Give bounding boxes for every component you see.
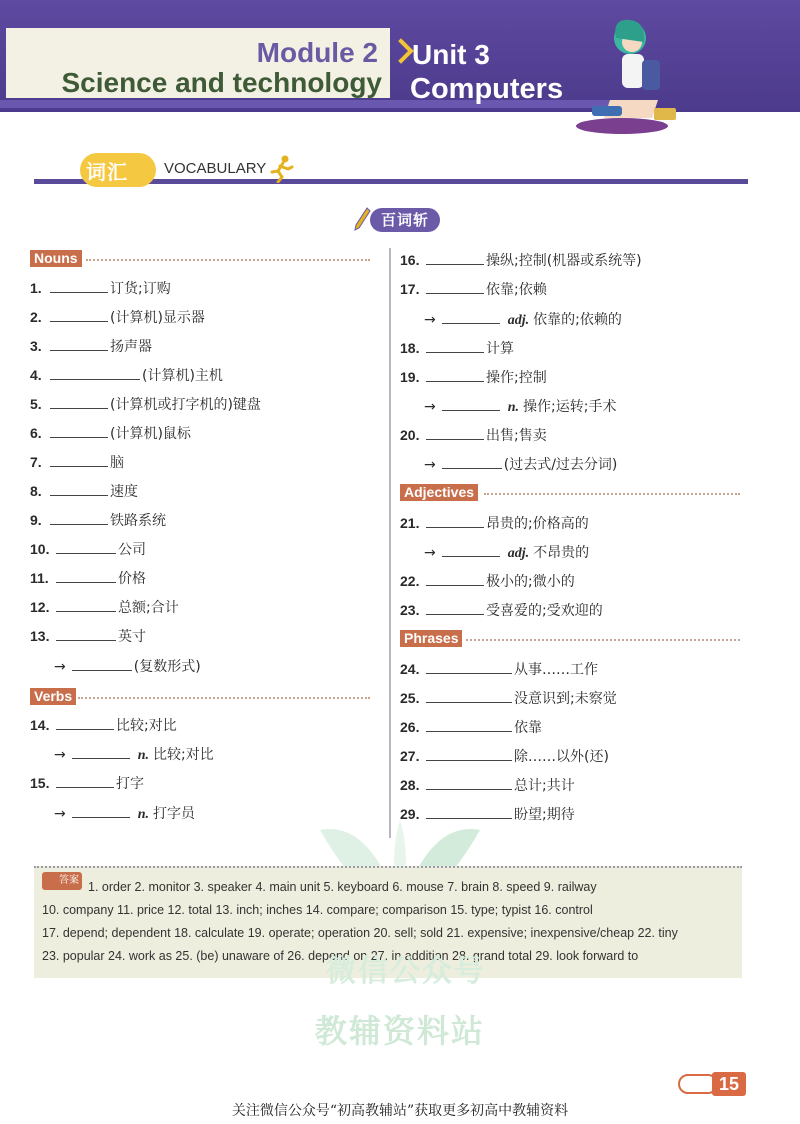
answer-blank[interactable] xyxy=(50,452,108,467)
answer-blank[interactable] xyxy=(426,513,484,528)
vocab-derived-17: → adj. 依靠的;依赖的 xyxy=(424,309,622,331)
answer-blank[interactable] xyxy=(56,626,116,641)
answer-blank[interactable] xyxy=(72,744,130,759)
vocab-derived-21: → adj. 不昂贵的 xyxy=(424,542,589,564)
answer-blank[interactable] xyxy=(442,396,500,411)
unit-subtitle: Computers xyxy=(410,73,564,105)
column-divider xyxy=(389,248,391,838)
footer-note: 关注微信公众号“初高教辅站”获取更多初高中教辅资料 xyxy=(231,1103,569,1119)
answer-blank[interactable] xyxy=(426,746,512,761)
module-title: Module 2 xyxy=(256,37,378,68)
section-tag-phrases: Phrases xyxy=(400,630,462,647)
answer-blank[interactable] xyxy=(442,542,500,557)
vocab-item-14: 14. 比较;对比 xyxy=(30,717,177,734)
unit-title: Unit 3 xyxy=(412,39,490,70)
section-divider-phrases xyxy=(466,639,740,641)
section-tag-verbs: Verbs xyxy=(30,688,76,705)
vocab-item-21: 21. 昂贵的;价格高的 xyxy=(400,515,589,532)
answer-blank[interactable] xyxy=(426,250,484,265)
vocab-item-2: 2. (计算机)显示器 xyxy=(30,309,205,326)
runner-icon xyxy=(268,155,294,183)
vocab-item-26: 26. 依靠 xyxy=(400,719,542,736)
vocab-item-11: 11. 价格 xyxy=(30,570,146,587)
vocab-item-20: 20. 出售;售卖 xyxy=(400,427,547,444)
answer-blank[interactable] xyxy=(56,597,116,612)
vocab-item-9: 9. 铁路系统 xyxy=(30,512,166,529)
section-tag-adjectives: Adjectives xyxy=(400,484,478,501)
vocab-item-19: 19. 操作;控制 xyxy=(400,369,547,386)
vocabulary-label-cn: 词汇 xyxy=(86,160,128,184)
vocab-item-15: 15. 打字 xyxy=(30,775,144,792)
vocab-item-1: 1. 订货;订购 xyxy=(30,280,171,297)
answer-blank[interactable] xyxy=(426,571,484,586)
answer-blank[interactable] xyxy=(426,425,484,440)
answer-blank[interactable] xyxy=(426,279,484,294)
answer-key-icon: 答案 xyxy=(42,872,82,890)
answer-blank[interactable] xyxy=(426,688,512,703)
vocab-item-16: 16. 操纵;控制(机器或系统等) xyxy=(400,252,642,269)
vocab-item-23: 23. 受喜爱的;受欢迎的 xyxy=(400,602,603,619)
section-divider-verbs xyxy=(78,697,370,699)
vocab-derived-19: → n. 操作;运转;手术 xyxy=(424,396,616,418)
answer-blank[interactable] xyxy=(426,367,484,382)
answer-blank[interactable] xyxy=(50,307,108,322)
arrow-right-icon: → xyxy=(54,747,66,763)
answer-blank[interactable] xyxy=(72,656,132,671)
vocab-item-22: 22. 极小的;微小的 xyxy=(400,573,575,590)
module-subtitle: Science and technology xyxy=(61,67,382,98)
arrow-right-icon: → xyxy=(54,659,66,675)
arrow-right-icon: → xyxy=(54,806,66,822)
pen-icon xyxy=(352,206,372,232)
answer-blank[interactable] xyxy=(50,481,108,496)
answer-line-1: 1. order 2. monitor 3. speaker 4. main unit 5. keyboard 6. mouse 7. brain 8. speed 9. railway xyxy=(88,880,597,894)
baicizhan-badge: 百词斩 xyxy=(370,208,440,232)
watermark-text-site: 教辅资料站 xyxy=(314,1012,485,1050)
vocabulary-label-en: VOCABULARY xyxy=(164,160,267,177)
vocab-item-28: 28. 总计;共计 xyxy=(400,777,575,794)
vocab-derived-20: → (过去式/过去分词) xyxy=(424,454,617,475)
answer-blank[interactable] xyxy=(50,365,140,380)
arrow-right-icon: → xyxy=(424,545,436,561)
answer-blank[interactable] xyxy=(442,309,500,324)
answer-blank[interactable] xyxy=(56,568,116,583)
answer-blank[interactable] xyxy=(426,717,512,732)
section-divider-adjectives xyxy=(484,493,740,495)
section-tag-nouns: Nouns xyxy=(30,250,82,267)
vocab-item-17: 17. 依靠;依赖 xyxy=(400,281,547,298)
vocab-item-27: 27. 除……以外(还) xyxy=(400,748,609,765)
answer-blank[interactable] xyxy=(50,336,108,351)
answer-blank[interactable] xyxy=(50,423,108,438)
arrow-right-icon: → xyxy=(424,312,436,328)
vocab-item-6: 6. (计算机)鼠标 xyxy=(30,425,191,442)
vocab-item-5: 5. (计算机或打字机的)键盘 xyxy=(30,396,261,413)
vocab-item-4: 4. (计算机)主机 xyxy=(30,367,223,384)
vocab-item-18: 18. 计算 xyxy=(400,340,514,357)
vocab-item-10: 10. 公司 xyxy=(30,541,146,558)
answer-blank[interactable] xyxy=(426,775,512,790)
arrow-right-icon: → xyxy=(424,457,436,473)
vocab-item-13: 13. 英寸 xyxy=(30,628,146,645)
answer-blank[interactable] xyxy=(50,510,108,525)
watermark-text-wechat: 微信公众号 xyxy=(326,954,486,989)
arrow-right-icon: → xyxy=(424,399,436,415)
page-number: 15 xyxy=(712,1072,746,1096)
answer-blank[interactable] xyxy=(56,539,116,554)
vocab-derived-15: → n. 打字员 xyxy=(54,803,195,825)
vocab-item-29: 29. 盼望;期待 xyxy=(400,806,575,823)
section-divider-nouns xyxy=(86,259,370,261)
girl-with-laptop-illustration xyxy=(572,8,682,138)
answer-blank[interactable] xyxy=(56,715,114,730)
answer-blank[interactable] xyxy=(72,803,130,818)
answer-line-4: 23. popular 24. work as 25. (be) unaware of 26. depend on 27. in addition 28. grand total 29. look forward to xyxy=(42,949,639,963)
vocab-derived-14: → n. 比较;对比 xyxy=(54,744,214,766)
answer-blank[interactable] xyxy=(56,773,114,788)
answer-blank[interactable] xyxy=(426,659,512,674)
answer-blank[interactable] xyxy=(442,454,502,469)
vocab-item-7: 7. 脑 xyxy=(30,454,124,471)
vocab-item-25: 25. 没意识到;未察觉 xyxy=(400,690,617,707)
answer-blank[interactable] xyxy=(426,600,484,615)
vocab-item-24: 24. 从事……工作 xyxy=(400,661,598,678)
vocab-derived-13: → (复数形式) xyxy=(54,656,201,677)
answer-line-3: 17. depend; dependent 18. calculate 19. operate; operation 20. sell; sold 21. expensive; inexpensive/cheap 22. tiny xyxy=(42,926,678,940)
answer-blank[interactable] xyxy=(50,278,108,293)
vocab-item-12: 12. 总额;合计 xyxy=(30,599,179,616)
answer-blank[interactable] xyxy=(50,394,108,409)
answer-blank[interactable] xyxy=(426,338,484,353)
vocab-item-3: 3. 扬声器 xyxy=(30,338,152,355)
vocab-item-8: 8. 速度 xyxy=(30,483,138,500)
answer-line-2: 10. company 11. price 12. total 13. inch; inches 14. compare; comparison 15. type; typist 16. control xyxy=(42,903,593,917)
